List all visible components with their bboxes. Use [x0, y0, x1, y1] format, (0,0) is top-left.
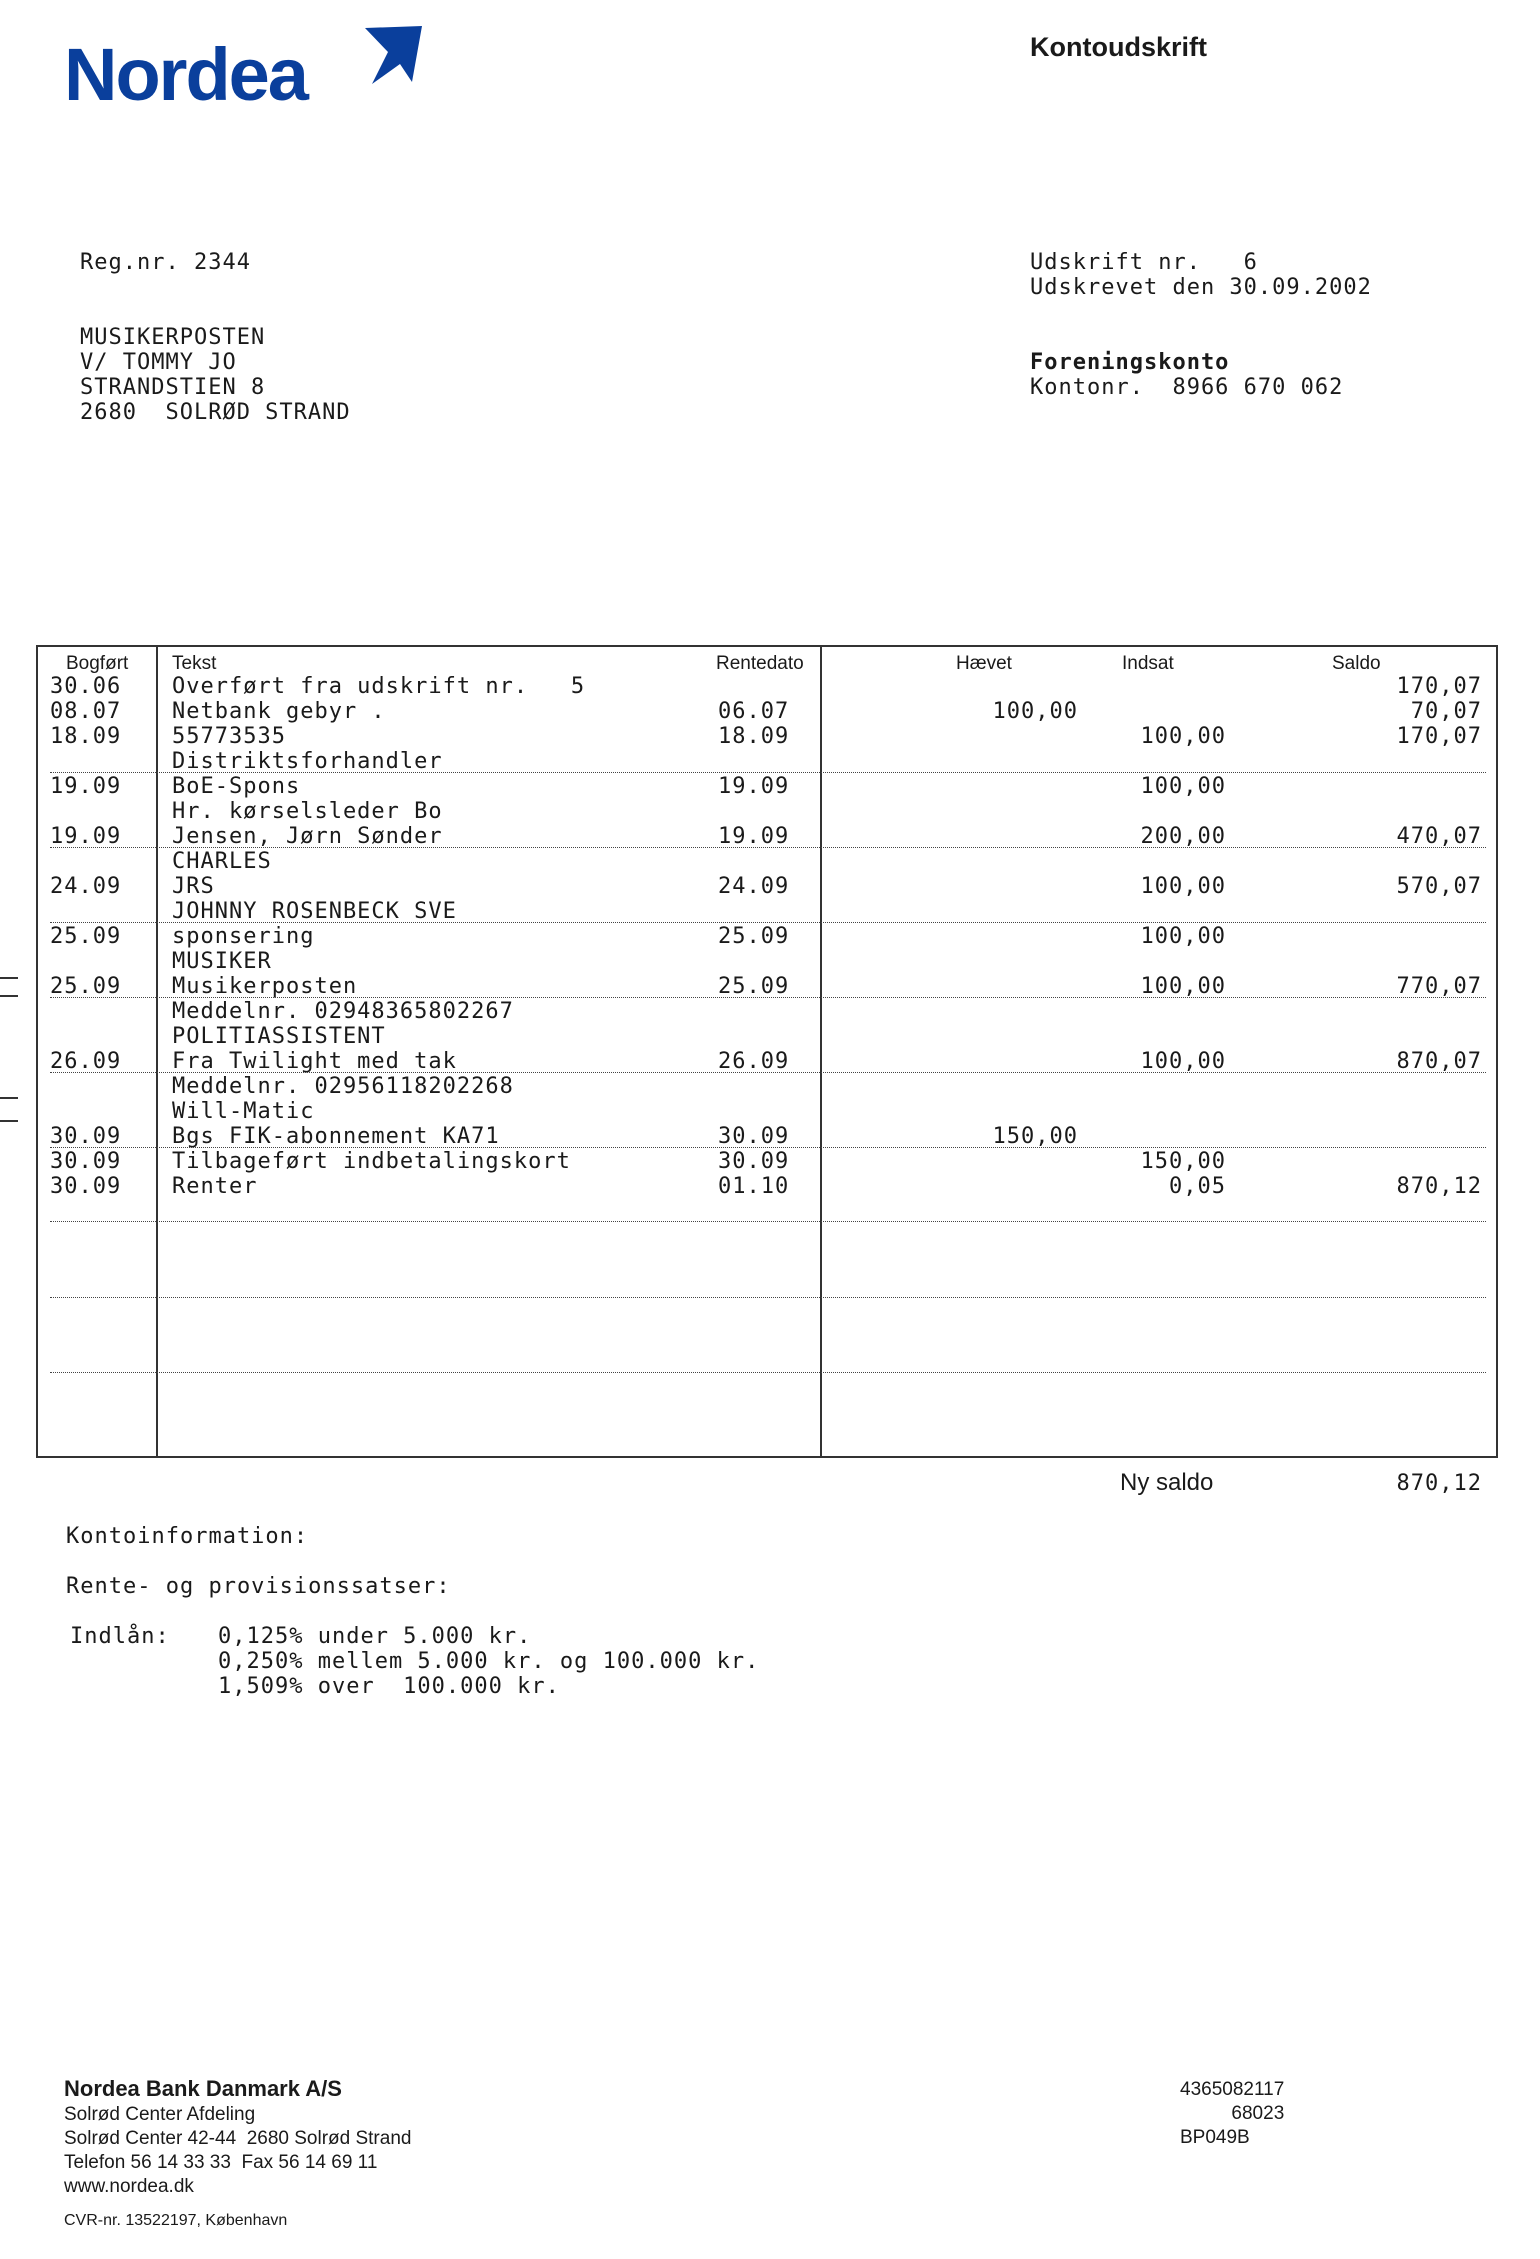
haevet-cell: 150,00 [992, 1124, 1078, 1149]
cvr-number: CVR-nr. 13522197, København [64, 2212, 288, 2229]
indsat-cell: 100,00 [1140, 724, 1226, 749]
saldo-cell: 470,07 [1396, 824, 1482, 849]
footer-line: Solrød Center Afdeling [64, 2104, 256, 2125]
rate-line: 0,125% under 5.000 kr. [218, 1624, 532, 1649]
rates-list [218, 1624, 759, 1699]
rentedato-cell: 30.09 [718, 1124, 790, 1149]
text-cell: Distriktsforhandler [172, 749, 443, 774]
text-cell: Overført fra udskrift nr. 5 [172, 674, 586, 699]
text-cell: JRS [172, 874, 215, 899]
table-row [38, 724, 1496, 749]
table-row [38, 1149, 1496, 1174]
reg-nr: Reg.nr. 2344 [80, 250, 251, 275]
indlan-label: Indlån: [70, 1624, 170, 1649]
row-separator [50, 1372, 1486, 1373]
table-row [38, 699, 1496, 724]
text-cell: JOHNNY ROSENBECK SVE [172, 899, 457, 924]
row-separator [50, 847, 1486, 848]
table-row [38, 1074, 1496, 1099]
saldo-cell: 170,07 [1396, 674, 1482, 699]
table-row [38, 849, 1496, 874]
date-cell: 25.09 [50, 974, 122, 999]
indsat-cell: 0,05 [1169, 1174, 1226, 1199]
edge-mark [0, 1120, 18, 1122]
table-row [38, 674, 1496, 699]
text-cell: sponsering [172, 924, 315, 949]
text-cell: Jensen, Jørn Sønder [172, 824, 443, 849]
address-line: STRANDSTIEN 8 [80, 375, 266, 400]
table-row [38, 949, 1496, 974]
row-separator [50, 922, 1486, 923]
date-cell: 08.07 [50, 699, 122, 724]
edge-mark [0, 995, 18, 997]
rentedato-cell: 25.09 [718, 924, 790, 949]
row-separator [50, 1297, 1486, 1298]
indsat-cell: 100,00 [1140, 774, 1226, 799]
ny-saldo-value: 870,12 [1396, 1471, 1482, 1496]
address-line: V/ TOMMY JO [80, 350, 237, 375]
rentedato-cell: 19.09 [718, 824, 790, 849]
saldo-cell: 870,12 [1396, 1174, 1482, 1199]
rentedato-cell: 30.09 [718, 1149, 790, 1174]
date-cell: 30.09 [50, 1124, 122, 1149]
table-row [38, 749, 1496, 774]
logo-wordmark: Nordea [64, 33, 307, 112]
table-row [38, 999, 1496, 1024]
table-row [38, 874, 1496, 899]
date-cell: 26.09 [50, 1049, 122, 1074]
footer-line: Telefon 56 14 33 33 Fax 56 14 69 11 [64, 2152, 378, 2173]
date-cell: 25.09 [50, 924, 122, 949]
date-cell: 30.09 [50, 1149, 122, 1174]
account-info [1030, 350, 1343, 400]
address-line: MUSIKERPOSTEN [80, 325, 266, 350]
row-separator [50, 1147, 1486, 1148]
text-cell: POLITIASSISTENT [172, 1024, 386, 1049]
footer-website: www.nordea.dk [64, 2176, 194, 2197]
text-cell: Netbank gebyr . [172, 699, 386, 724]
rate-line: 0,250% mellem 5.000 kr. og 100.000 kr. [218, 1649, 760, 1674]
table-row [38, 824, 1496, 849]
nordea-logo [60, 22, 440, 116]
rentedato-cell: 25.09 [718, 974, 790, 999]
header-bogfort: Bogført [66, 653, 129, 674]
table-row [38, 774, 1496, 799]
saldo-cell: 770,07 [1396, 974, 1482, 999]
rentedato-cell: 01.10 [718, 1174, 790, 1199]
statement-info [1030, 250, 1372, 300]
address-line: 2680 SOLRØD STRAND [80, 400, 351, 425]
haevet-cell: 100,00 [992, 699, 1078, 724]
statement-date: Udskrevet den 30.09.2002 [1030, 275, 1372, 300]
footer-code: 68023 [1231, 2103, 1285, 2124]
edge-mark [0, 977, 18, 979]
table-row [38, 1174, 1496, 1199]
text-cell: Hr. kørselsleder Bo [172, 799, 443, 824]
header-indsat: Indsat [1122, 653, 1174, 674]
indsat-cell: 100,00 [1140, 874, 1226, 899]
date-cell: 24.09 [50, 874, 122, 899]
text-cell: Musikerposten [172, 974, 358, 999]
indsat-cell: 100,00 [1140, 1049, 1226, 1074]
saldo-cell: 870,07 [1396, 1049, 1482, 1074]
rentedato-cell: 24.09 [718, 874, 790, 899]
statement-table [36, 645, 1498, 1458]
rentedato-cell: 19.09 [718, 774, 790, 799]
text-cell: BoE-Spons [172, 774, 301, 799]
row-separator [50, 1072, 1486, 1073]
row-separator [50, 1221, 1486, 1222]
indsat-cell: 150,00 [1140, 1149, 1226, 1174]
rate-line: 1,509% over 100.000 kr. [218, 1674, 560, 1699]
date-cell: 18.09 [50, 724, 122, 749]
sail-icon [365, 26, 422, 84]
saldo-cell: 70,07 [1410, 699, 1482, 724]
bank-name: Nordea Bank Danmark A/S [64, 2076, 342, 2101]
table-row [38, 1024, 1496, 1049]
indsat-cell: 100,00 [1140, 974, 1226, 999]
table-row [38, 1099, 1496, 1124]
date-cell: 30.06 [50, 674, 122, 699]
recipient-address [80, 325, 351, 425]
header-haevet: Hævet [956, 653, 1012, 674]
indsat-cell: 100,00 [1140, 924, 1226, 949]
header-saldo: Saldo [1332, 653, 1381, 674]
text-cell: Will-Matic [172, 1099, 315, 1124]
text-cell: Meddelnr. 02948365802267 [172, 999, 514, 1024]
text-cell: Renter [172, 1174, 258, 1199]
rentedato-cell: 26.09 [718, 1049, 790, 1074]
document-title: Kontoudskrift [1030, 32, 1207, 62]
date-cell: 30.09 [50, 1174, 122, 1199]
table-row [38, 974, 1496, 999]
indsat-cell: 200,00 [1140, 824, 1226, 849]
text-cell: 55773535 [172, 724, 286, 749]
footer-code: BP049B [1180, 2127, 1250, 2148]
bank-footer [64, 2075, 411, 2233]
header-tekst: Tekst [172, 653, 217, 674]
footer-codes [1180, 2078, 1284, 2150]
text-cell: Bgs FIK-abonnement KA71 [172, 1124, 500, 1149]
text-cell: CHARLES [172, 849, 272, 874]
row-separator [50, 772, 1486, 773]
text-cell: Fra Twilight med tak [172, 1049, 457, 1074]
header-rentedato: Rentedato [716, 653, 804, 674]
account-type: Foreningskonto [1030, 350, 1230, 375]
table-row [38, 924, 1496, 949]
text-cell: MUSIKER [172, 949, 272, 974]
rates-title: Rente- og provisionssatser: [66, 1574, 451, 1599]
konto-info-title: Kontoinformation: [66, 1524, 309, 1549]
table-row [38, 899, 1496, 924]
saldo-cell: 570,07 [1396, 874, 1482, 899]
nordea-logo-graphic [60, 22, 440, 112]
date-cell: 19.09 [50, 774, 122, 799]
text-cell: Tilbageført indbetalingskort [172, 1149, 571, 1174]
footer-code: 4365082117 [1180, 2079, 1285, 2100]
table-row [38, 1124, 1496, 1149]
table-row [38, 799, 1496, 824]
footer-line: Solrød Center 42-44 2680 Solrød Strand [64, 2128, 412, 2149]
account-number: Kontonr. 8966 670 062 [1030, 375, 1344, 400]
rentedato-cell: 06.07 [718, 699, 790, 724]
saldo-cell: 170,07 [1396, 724, 1482, 749]
table-row [38, 1049, 1496, 1074]
statement-number: Udskrift nr. 6 [1030, 250, 1258, 275]
rentedato-cell: 18.09 [718, 724, 790, 749]
date-cell: 19.09 [50, 824, 122, 849]
edge-mark [0, 1097, 18, 1099]
ny-saldo-label: Ny saldo [1120, 1469, 1214, 1496]
text-cell: Meddelnr. 02956118202268 [172, 1074, 514, 1099]
row-separator [50, 997, 1486, 998]
